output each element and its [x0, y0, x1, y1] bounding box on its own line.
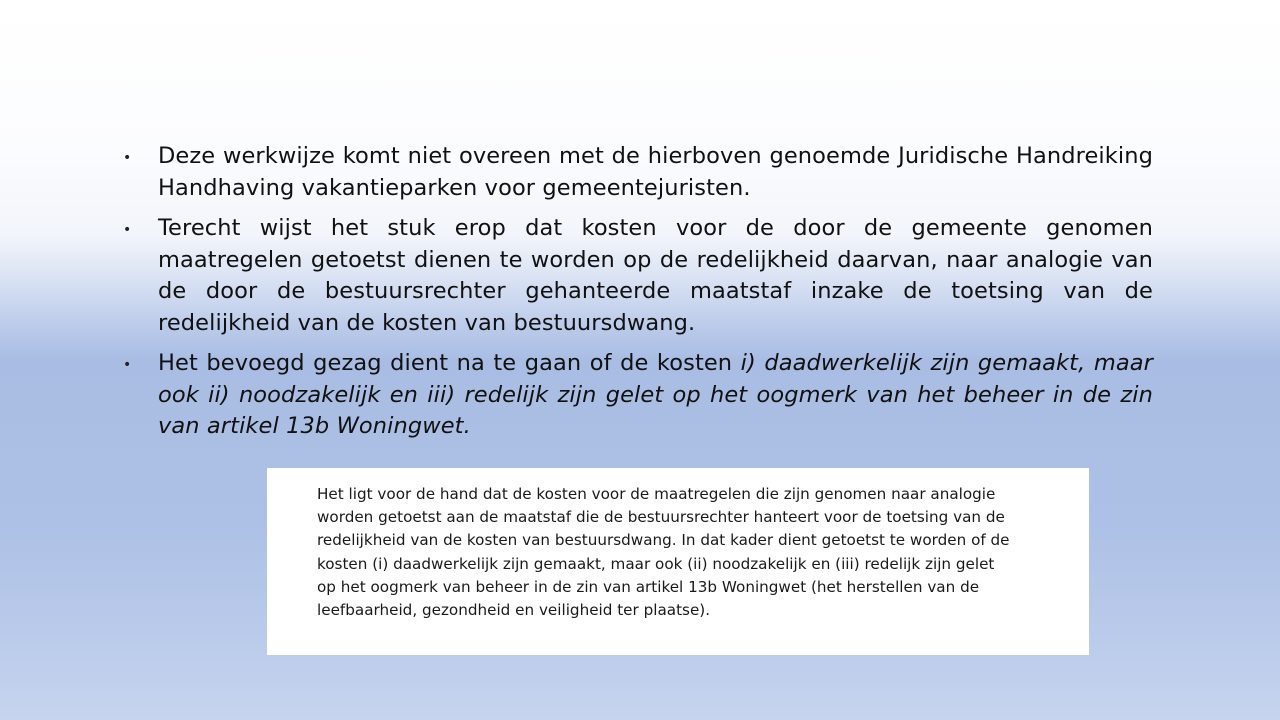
bullet-item-1	[123, 141, 1153, 204]
bullet-item-2	[123, 213, 1153, 339]
bullet-italic-text: i) daadwerkelijk zijn gemaakt, maar ook ii) noodzakelijk en iii) redelijk zijn gelet op het oogmerk van het beheer in de zin van artikel 13b Woningwet.	[158, 350, 1153, 439]
quoted-excerpt-text: Het ligt voor de hand dat de kosten voor de maatregelen die zijn genomen naar analogie worden getoetst aan de maatstaf die de bestuursrechter hanteert voor de toetsing van de redelijkheid van de kosten van bestuursdwang. In dat kader dient getoetst te worden of de kosten (i) daadwerkelijk zijn gemaakt, maar ook (ii) noodzakelijk en (iii) redelijk zijn gelet op het oogmerk van beheer in de zin van artikel 13b Woningwet (het herstellen van de leefbaarheid, gezondheid en veiligheid ter plaatse).	[317, 485, 1010, 620]
bullet-text: Het bevoegd gezag dient na te gaan of de kosten	[158, 350, 741, 376]
bullet-marker: •	[123, 357, 132, 373]
bullet-marker: •	[123, 150, 132, 166]
bullet-text: Deze werkwijze komt niet overeen met de hierboven genoemde Juridische Handreiking Handhaving vakantieparken voor gemeentejuristen.	[158, 143, 1153, 201]
bullet-list	[123, 141, 1153, 452]
bullet-text: Terecht wijst het stuk erop dat kosten voor de door de gemeente genomen maatregelen getoetst dienen te worden op de redelijkheid daarvan, naar analogie van de door de bestuursrechter gehanteerde maatstaf inzake de toetsing van de redelijkheid van de kosten van bestuursdwang.	[158, 215, 1153, 336]
quoted-excerpt-box	[267, 468, 1089, 655]
bullet-marker: •	[123, 222, 132, 238]
bullet-item-3	[123, 348, 1153, 443]
